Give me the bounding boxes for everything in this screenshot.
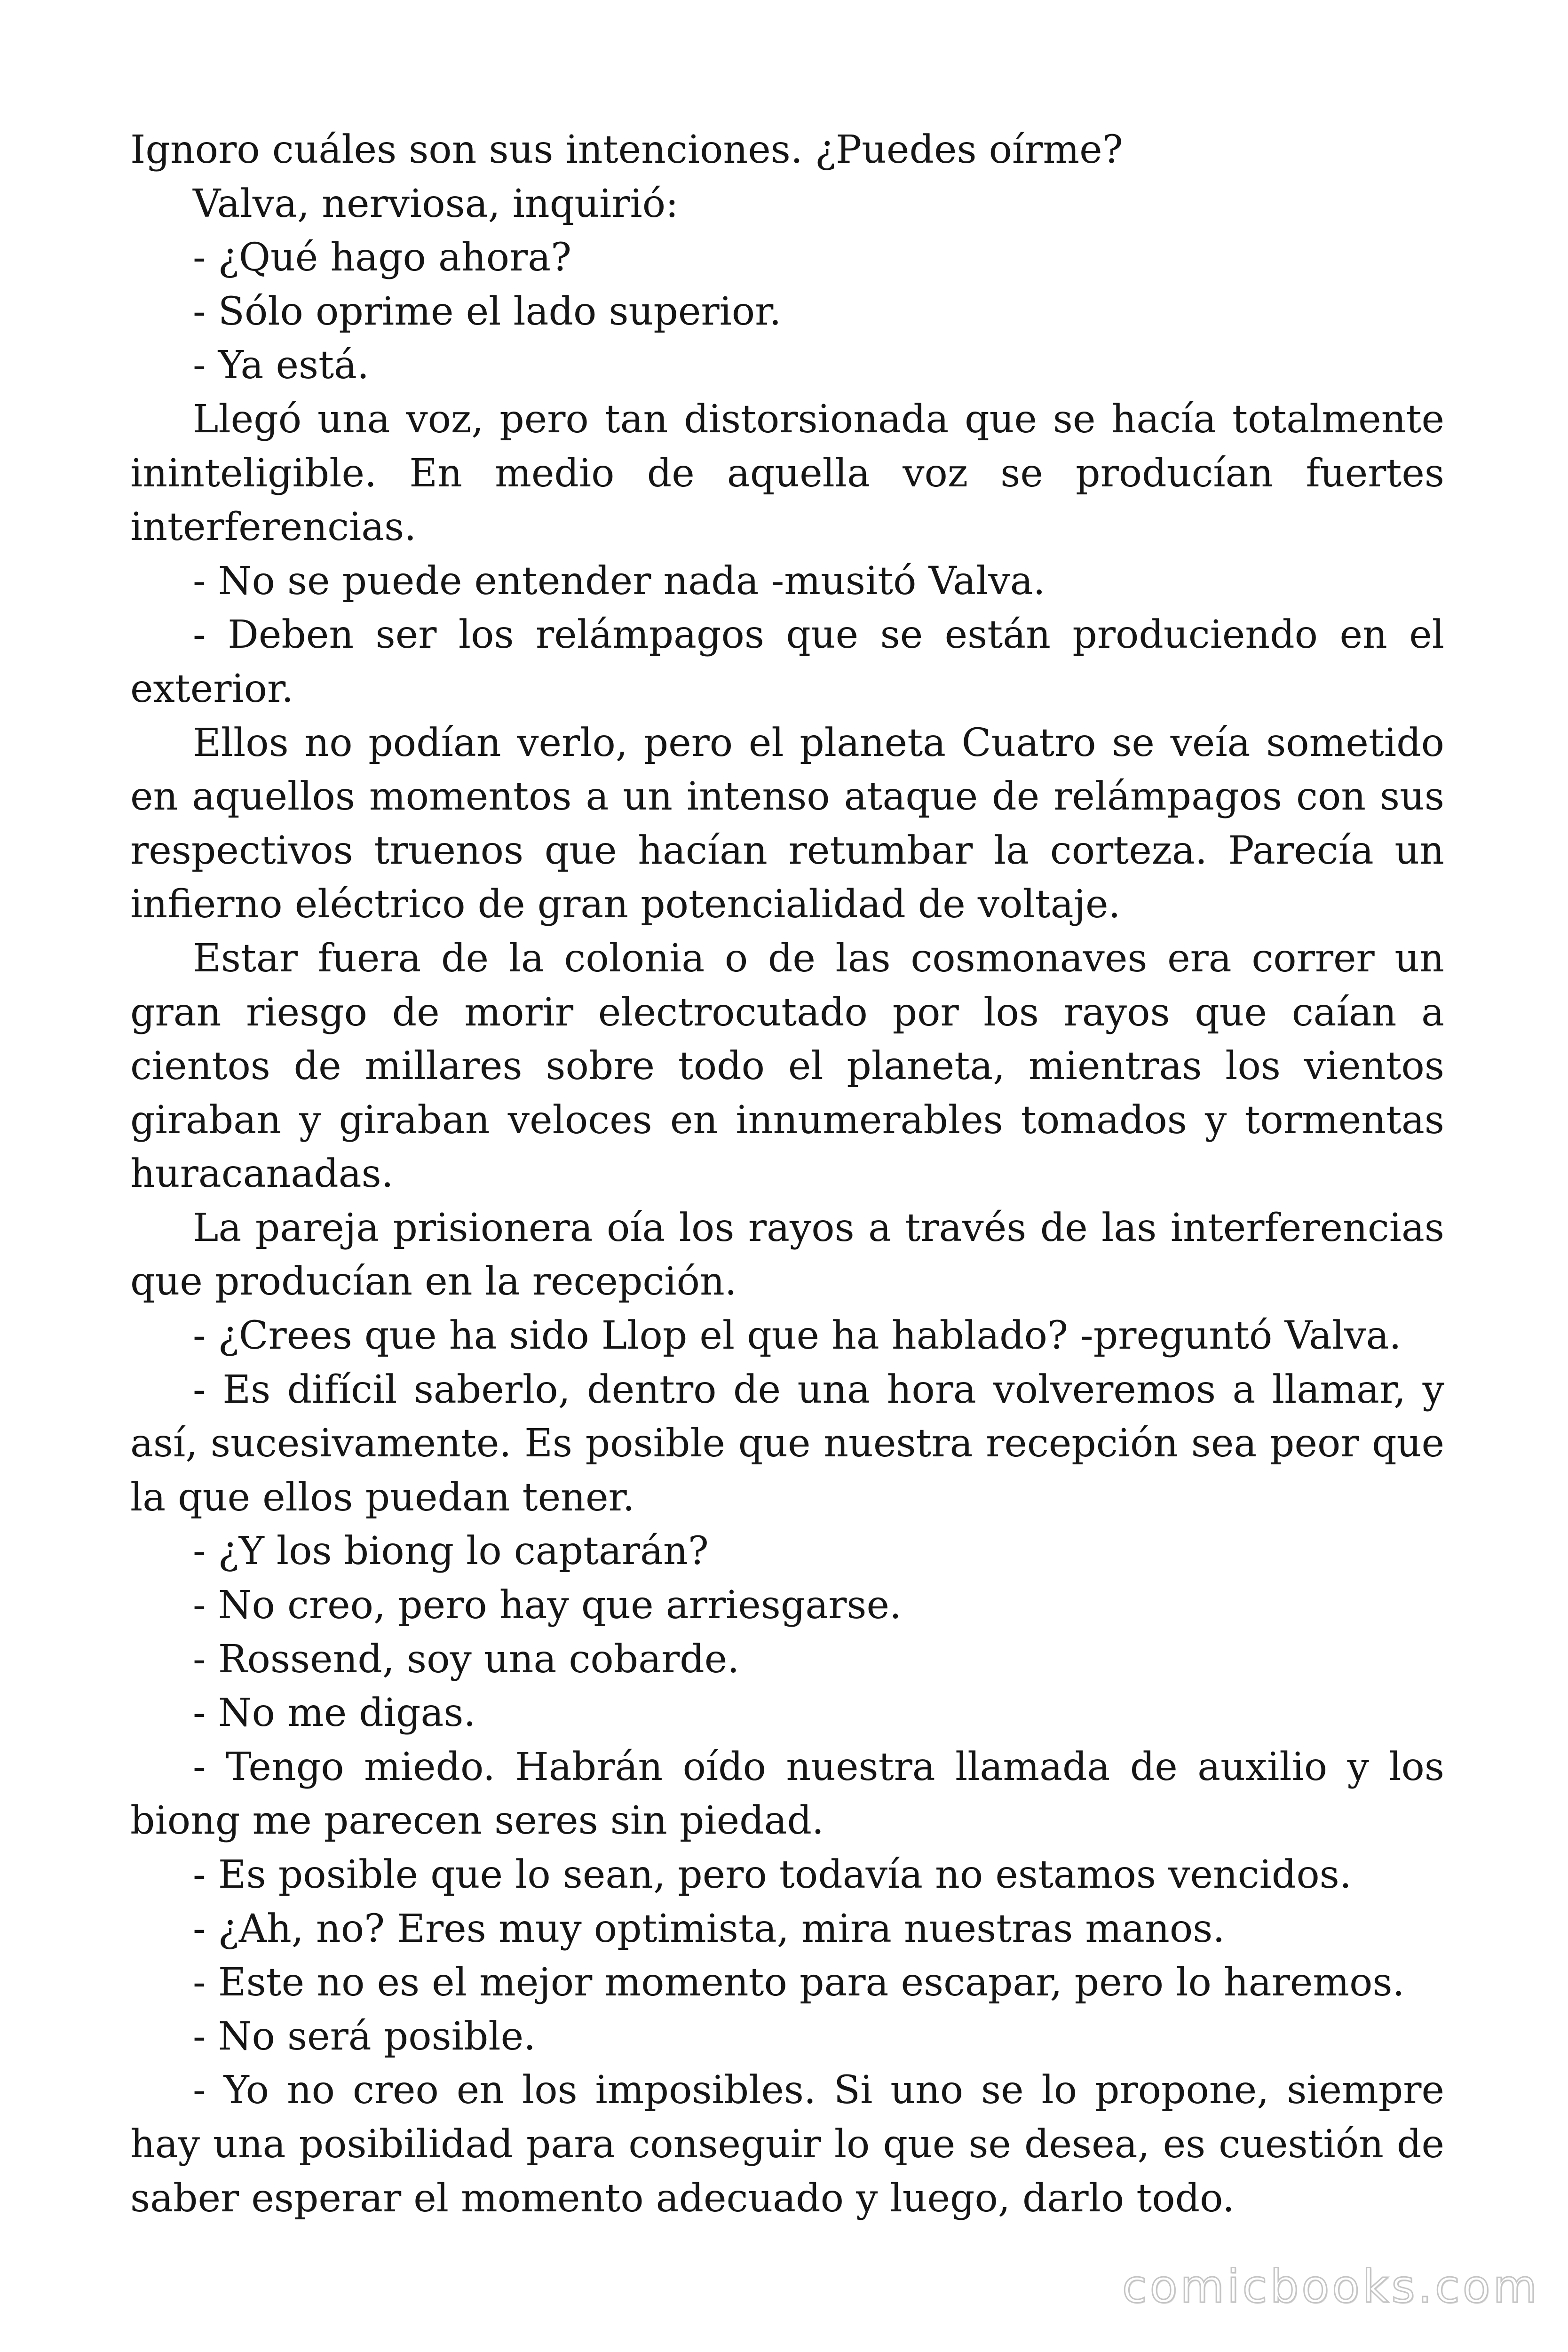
- paragraph: - Deben ser los relámpagos que se están produciendo en el exterior.: [130, 612, 1444, 711]
- paragraph: - ¿Y los biong lo captarán?: [193, 1529, 709, 1574]
- paragraph: - Yo no creo en los imposibles. Si uno se lo propone, siempre hay una posibilidad para conseguir lo que se desea, es cuestión de saber esperar el momento adecuado y luego, darlo todo.: [130, 2068, 1444, 2221]
- paragraph: - Tengo miedo. Habrán oído nuestra llamada de auxilio y los biong me parecen seres sin piedad.: [130, 1744, 1444, 1843]
- paragraph: - ¿Ah, no? Eres muy optimista, mira nuestras manos.: [193, 1906, 1225, 1951]
- paragraph: - ¿Qué hago ahora?: [193, 235, 572, 280]
- paragraph: - No se puede entender nada -musitó Valva.: [193, 558, 1045, 604]
- paragraph: - No me digas.: [193, 1691, 476, 1736]
- paragraph: La pareja prisionera oía los rayos a través de las interferencias que producían en la recepción.: [130, 1205, 1444, 1304]
- body-text: [130, 123, 1444, 2225]
- paragraph: Llegó una voz, pero tan distorsionada que se hacía totalmente ininteligible. En medio de aquella voz se producían fuertes interferencias.: [130, 397, 1444, 550]
- watermark: comicbooks.com: [1122, 2260, 1540, 2313]
- paragraph: - ¿Crees que ha sido Llop el que ha hablado? -preguntó Valva.: [193, 1313, 1402, 1359]
- paragraph: - No será posible.: [193, 2014, 536, 2059]
- paragraph: - No creo, pero hay que arriesgarse.: [193, 1583, 902, 1628]
- paragraph: - Rossend, soy una cobarde.: [193, 1637, 740, 1682]
- paragraph: - Ya está.: [193, 343, 370, 388]
- paragraph: Valva, nerviosa, inquirió:: [193, 181, 679, 226]
- paragraph: Estar fuera de la colonia o de las cosmonaves era correr un gran riesgo de morir electrocutado por los rayos que caían a cientos de millares sobre todo el planeta, mientras los vientos giraban y giraban veloces en innumerables tomados y tormentas huracanadas.: [130, 936, 1444, 1197]
- paragraph: - Este no es el mejor momento para escapar, pero lo haremos.: [193, 1960, 1405, 2005]
- paragraph: - Sólo oprime el lado superior.: [193, 289, 782, 334]
- paragraph: - Es difícil saberlo, dentro de una hora volveremos a llamar, y así, sucesivamente. Es posible que nuestra recepción sea peor que la que ellos puedan tener.: [130, 1367, 1444, 1520]
- paragraph: Ellos no podían verlo, pero el planeta Cuatro se veía sometido en aquellos momentos a un intenso ataque de relámpagos con sus respectivos truenos que hacían retumbar la corteza. Parecía un infierno eléctrico de gran potencialidad de voltaje.: [130, 720, 1444, 927]
- paragraph: Ignoro cuáles son sus intenciones. ¿Puedes oírme?: [130, 127, 1123, 172]
- paragraph: - Es posible que lo sean, pero todavía no estamos vencidos.: [193, 1852, 1352, 1897]
